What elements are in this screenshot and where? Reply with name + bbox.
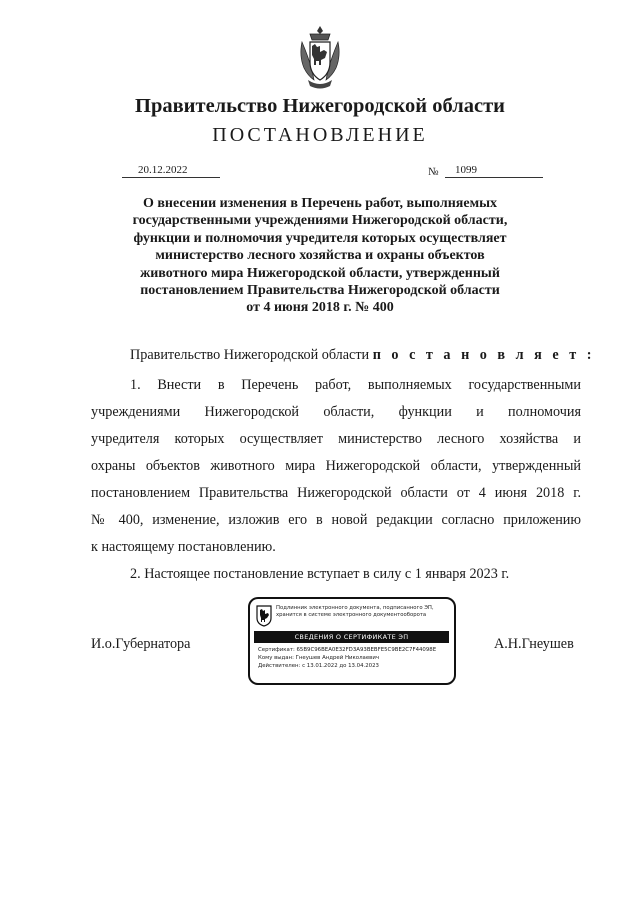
body-line: 2. Настоящее постановление вступает в силу с 1 января 2023 г. (130, 566, 510, 582)
preamble (130, 347, 595, 364)
stamp-header-bar: СВЕДЕНИЯ О СЕРТИФИКАТЕ ЭП (254, 631, 449, 643)
document-date: 20.12.2022 (122, 164, 220, 178)
certificate-id: Сертификат: 65B9C96BEA0E32FD3A93BEBFE5C9BE2C7F44098E (258, 647, 437, 653)
signer-name: А.Н.Гнеушев (494, 636, 574, 652)
electronic-signature-stamp (248, 597, 456, 685)
title-line: государственными учреждениями Нижегородской области, (132, 213, 508, 229)
government-name: Правительство Нижегородской области (135, 95, 505, 117)
body-line: № 400, изменение, изложив его в новой редакции согласно приложению (91, 512, 581, 528)
body-line: 1. Внести в Перечень работ, выполняемых государственными (130, 377, 581, 393)
preamble-text: Правительство Нижегородской области (130, 347, 373, 363)
body-line: учреждениями Нижегородской области, функции и полномочия (91, 404, 581, 420)
coat-of-arms-icon (256, 605, 272, 627)
certificate-owner: Кому выдан: Гнеушев Андрей Николаевич (258, 655, 380, 661)
body-line: учредителя которых осуществляет министерство лесного хозяйства и (91, 431, 581, 447)
body-line: к настоящему постановлению. (91, 539, 276, 555)
certificate-validity: Действителен: с 13.01.2022 до 13.04.2023 (258, 663, 379, 669)
signer-position: И.о.Губернатора (91, 636, 191, 652)
title-line: министерство лесного хозяйства и охраны объектов (155, 248, 485, 264)
title-line: функции и полномочия учредителя которых осуществляет (133, 230, 507, 246)
coat-of-arms-emblem (298, 24, 342, 90)
title-line: животного мира Нижегородской области, утвержденный (140, 265, 500, 281)
title-line: от 4 июня 2018 г. № 400 (246, 300, 394, 316)
stamp-note: Подлинник электронного документа, подписанного ЭП, хранится в системе электронного документооборота (276, 605, 434, 618)
number-sign: № (428, 166, 439, 178)
document-type: ПОСТАНОВЛЕНИЕ (212, 124, 428, 146)
title-line: О внесении изменения в Перечень работ, выполняемых (142, 196, 498, 211)
document-number: 1099 (445, 164, 543, 178)
document-title (110, 195, 530, 317)
title-line: постановлением Правительства Нижегородской области (140, 283, 500, 299)
body-line: постановлением Правительства Нижегородской области от 4 июня 2018 г. (91, 485, 581, 501)
body-line: охраны объектов животного мира Нижегородской области, утвержденный (91, 458, 581, 474)
decree-word: п о с т а н о в л я е т : (372, 347, 595, 363)
